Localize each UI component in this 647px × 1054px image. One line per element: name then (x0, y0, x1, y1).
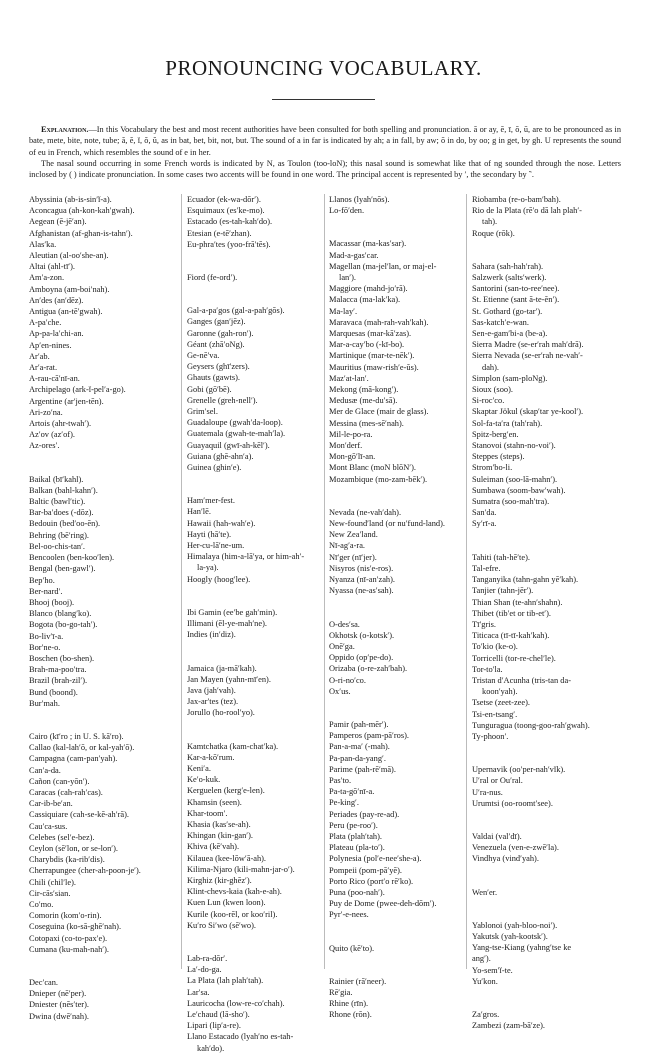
vocab-entry: Blanco (blang′ko). (29, 609, 92, 619)
vocab-entry: Brah-ma-poo′tra. (29, 665, 87, 675)
group-gap (472, 987, 620, 1009)
vocab-entry: Khasia (kas′se-ah). (187, 819, 251, 829)
vocab-entry: Tī′gris. (472, 619, 496, 629)
vocab-entry: Nyassa (ne-as′sah). (329, 586, 394, 596)
group-gap (329, 697, 466, 719)
vocab-entry: Guatemala (gwah-te-mah′la). (187, 429, 286, 439)
vocab-entry: Aegean (ē-jē′an). (29, 217, 87, 227)
vocab-entry: Fiord (fe-ord′). (187, 273, 238, 283)
vocab-entry: La Plata (lah plah′tah). (187, 976, 264, 986)
vocab-entry: Bur′mah. (29, 698, 60, 708)
vocab-entry: Puy de Dome (pwee-deh-dōm′). (329, 899, 437, 909)
group-gap (187, 719, 324, 741)
vocab-entry: Urumtsi (oo-roomt′see). (472, 798, 553, 808)
explanation-paragraph-1 (29, 124, 621, 158)
vocab-entry: Nyanza (nī-an′zah). (329, 575, 396, 585)
vocab-entry: Bedouin (bed′oo-ēn). (29, 519, 101, 529)
vocab-entry: Campagna (cam-pan′yah). (29, 754, 118, 764)
explanation-text-1: —In this Vocabulary the best and most recent authorities have been consulted for both spelling and pronunciation. ā or ay, ē, ī, ō, ū, are to be pronounced as in bate, mete, bite, note, tube; ă, ĕ, ĭ, ŏ, ŭ, as in bat, bet, bit, not, but. The sound of a in far is indicated by ah; a in fall, by aw; ō in do, by oo; g in get, by gh. U represents the sound of eu in French, which resembles the sound of e in her. (29, 125, 621, 157)
vocab-entry: Ar′a-rat. (29, 363, 58, 373)
vocab-entry: Rē′gia. (329, 987, 353, 997)
vocab-entry: Yo-sem′ĭ-te. (472, 965, 513, 975)
vocab-entry: Sierra Nevada (se-er′rah ne-vah′- (472, 351, 583, 361)
vocab-entry: Afghanistan (af-ghan-is-tahn′). (29, 228, 133, 238)
vocab-entry: A-rau-cā′nī-an. (29, 374, 80, 384)
vocab-entry: Klint-chevs-kaia (kah-e-ah). (187, 887, 282, 897)
group-gap (29, 955, 177, 977)
group-gap (329, 597, 466, 619)
vocab-entry: Artois (ahr-twah′). (29, 419, 92, 429)
vocab-entry: Za′gros. (472, 1009, 500, 1019)
vocab-entry: Sen-e-gam′bi-a (be-a). (472, 329, 548, 339)
vocab-entry: Mon-gō′lī-an. (329, 452, 376, 462)
vocab-entry: Strom′bo-li. (472, 463, 513, 473)
vocab-entry: Can′a-da. (29, 765, 61, 775)
vocab-entry: koon′yah). (482, 687, 518, 697)
vocab-entry: Lar′sa. (187, 987, 210, 997)
vocab-entry: New-found′land (or nu′fund-land). (329, 519, 445, 529)
vocab-entry: Tristan d′Acunha (tris-tan da- (472, 675, 571, 685)
vocab-entry: Argentine (ar′jen-tēn). (29, 396, 104, 406)
vocab-entry: Venezuela (ven-e-zwē′la). (472, 843, 559, 853)
vocab-entry: Bep′ho. (29, 575, 55, 585)
vocab-entry: Yang-tse-Kiang (yahng′tse ke (472, 943, 572, 953)
vocab-entry: Maggiore (mahd-jo′rā). (329, 284, 408, 294)
vocab-entry: A-pa′che. (29, 318, 62, 328)
group-gap (329, 954, 466, 976)
vocab-entry: Ghauts (gawts). (187, 373, 241, 383)
vocab-entry: Bencoolen (ben-koo′len). (29, 553, 115, 563)
group-gap (187, 283, 324, 305)
group-gap (187, 931, 324, 953)
vocab-entry: Alas′ka. (29, 239, 57, 249)
vocab-entry: Illimani (ēl-ye-mah′ne). (187, 619, 267, 629)
vocab-entry: Bengal (ben-gawl′). (29, 564, 96, 574)
vocab-entry: Ap-pa-la′chi-an. (29, 329, 84, 339)
vocab-entry: San′da. (472, 508, 497, 518)
vocab-entry: Esquimaux (es′ke-mo). (187, 206, 265, 216)
vocab-entry: Stanovoi (stahn-no-voi′). (472, 441, 556, 451)
vocab-entry: Cañon (can-yōn′). (29, 776, 90, 786)
vocab-entry: Pa-pan-da-yang′. (329, 753, 386, 763)
vocab-entry: Dec′can. (29, 978, 59, 987)
vocab-entry: Orizaba (o-re-zah′bah). (329, 664, 408, 674)
vocab-entry: Ber-nard′. (29, 586, 63, 596)
vocab-entry: Ham′mer-fest. (187, 496, 235, 506)
vocab-entry: Spitz-berg′en. (472, 429, 519, 439)
vocab-entry: Ox′us. (329, 686, 351, 696)
vocab-entry: Guiana (ghē-ahn′a). (187, 451, 254, 461)
vocab-entry: Mer de Glace (mair de glass). (329, 407, 429, 417)
vocab-entry: Brazil (brah-zil′). (29, 676, 88, 686)
vocab-entry: Aleutian (al-oo′she-an). (29, 251, 109, 261)
group-gap (329, 485, 466, 507)
column-divider (324, 194, 325, 969)
vocab-entry: Pa-ta-gō′nī-a. (329, 787, 375, 797)
vocab-entry: Magellan (ma-jel′lan, or maj-el- (329, 261, 437, 271)
vocab-entry: Malacca (ma-lak′ka). (329, 295, 401, 305)
vocab-column-4 (472, 194, 620, 1031)
vocab-entry: Macassar (ma-kas′sar). (329, 239, 407, 249)
vocab-entry: Thibet (tib′et or tib-et′). (472, 608, 552, 618)
vocab-entry: Mont Blanc (moN blōN′). (329, 463, 416, 473)
vocab-entry: Martinique (mar-te-nēk′). (329, 351, 415, 361)
vocab-entry: Ke′o-kuk. (187, 775, 221, 785)
vocab-entry: Tor-to′la. (472, 664, 503, 674)
vocab-entry: Grenelle (greh-nell′). (187, 395, 258, 405)
explanation (29, 124, 621, 180)
vocab-entry: Bor′ne-o. (29, 642, 61, 652)
vocab-entry: Ku′ro Si′wo (sē′wo). (187, 920, 256, 930)
vocab-entry: Pan-a-ma′ (-mah). (329, 742, 390, 752)
group-gap (187, 473, 324, 495)
vocab-entry: Khiva (kē′vah). (187, 842, 240, 852)
vocab-entry: kah′do). (197, 1043, 225, 1053)
vocab-entry: Peru (pe-roo′). (329, 820, 378, 830)
vocab-entry: Parime (pah-rē′mā). (329, 764, 396, 774)
vocab-entry: Her-cu-lā′ne-um. (187, 541, 245, 551)
explanation-paragraph-2: The nasal sound occurring in some French words is indicated by N, as Toulon (too-loN); this nasal sound is somewhat like that of ng sounded through the nose. Letters inclosed by ( ) indicate pronunciation. In some cases two accents will be found in one word. The principal accent is represented by ′, the secondary by ‶. (29, 158, 621, 180)
vocab-entry: Nī′ger (nī′jer). (329, 552, 377, 562)
vocab-entry: Aconcagua (ah-kon-kah′gwah). (29, 206, 135, 216)
vocab-entry: Steppes (steps). (472, 452, 525, 462)
vocab-entry: Yakutsk (yah-kootsk′). (472, 931, 548, 941)
vocab-entry: Sas-katch′e-wan. (472, 317, 529, 327)
vocab-entry: Nī-ag′a-ra. (329, 541, 366, 551)
group-gap (472, 742, 620, 764)
vocab-entry: Charybdis (ka-rib′dis). (29, 855, 105, 865)
vocab-entry: Himalaya (him-a-lā′ya, or him-ah′- (187, 552, 305, 562)
vocab-entry: Mon′derf. (329, 441, 363, 451)
vocab-entry: Jax-ar′tes (tez). (187, 697, 239, 707)
vocab-entry: Hayti (hā′te). (187, 529, 232, 539)
vocab-entry: ang′). (472, 954, 491, 964)
vocab-entry: Si-roc′co. (472, 396, 505, 406)
vocab-entry: Ceylon (sē′lon, or se-lon′). (29, 843, 119, 853)
vocab-entry: Dwina (dwē′nah). (29, 1011, 89, 1021)
vocab-entry: Ap′en-nines. (29, 340, 72, 350)
vocab-entry: Maravaca (mah-rah-vah′kah). (329, 317, 429, 327)
vocab-entry: Le′chaud (lā-sho′). (187, 1009, 250, 1019)
vocab-entry: Cau′ca-sus. (29, 821, 68, 831)
vocab-entry: lan′). (339, 273, 356, 283)
vocab-entry: U′ra-nus. (472, 787, 503, 797)
vocab-entry: Cassiquiare (cah-se-kē-ah′rā). (29, 810, 129, 820)
vocab-entry: Java (jah′vah). (187, 685, 236, 695)
vocab-entry: O-des′sa. (329, 619, 360, 629)
vocab-entry: Sy′rī-a. (472, 519, 497, 529)
vocab-entry: Cherrapungee (cher-ah-poon-je′). (29, 866, 141, 876)
vocab-entry: Dnieper (nē′per). (29, 989, 87, 999)
vocab-entry: Polynesia (pol′e-nee′she-a). (329, 854, 422, 864)
vocab-entry: Bar-ba′does (-dōz). (29, 508, 94, 518)
group-gap (472, 865, 620, 887)
vocab-entry: Tal-efre. (472, 563, 501, 573)
vocab-entry: St. Etienne (sant ā-te-ĕn′). (472, 295, 560, 305)
vocab-entry: Pamir (pah-mēr′). (329, 719, 389, 729)
vocab-entry: Bhooj (booj). (29, 597, 75, 607)
vocab-entry: La′-do-ga. (187, 965, 222, 975)
vocab-entry: Mil-le-po-ra. (329, 429, 373, 439)
vocab-entry: Yablonoi (yah-bloo-noi′). (472, 920, 558, 930)
vocab-entry: la-ya). (197, 563, 219, 573)
vocab-entry: Khamsin (seen). (187, 797, 242, 807)
vocab-entry: Ar′ab. (29, 351, 50, 361)
group-gap (329, 921, 466, 943)
vocab-entry: Baltic (bawl′tic). (29, 497, 86, 507)
vocab-entry: Lo-fō′den. (329, 206, 365, 216)
vocab-entry: Guayaquil (gwī-ah-kēl′). (187, 440, 270, 450)
vocab-column-1 (29, 194, 177, 1022)
vocab-entry: Kilima-Njaro (kili-mahn-jar-o′). (187, 864, 295, 874)
vocab-entry: Kerguelen (kerg′e-len). (187, 786, 265, 796)
vocab-entry: Zambezi (zam-bā′ze). (472, 1021, 545, 1031)
vocab-entry: Mauritius (maw-rish′e-ŭs). (329, 362, 419, 372)
vocab-entry: Khingan (kin-gan′). (187, 831, 254, 841)
vocab-entry: Antigua (an-tē′gwah). (29, 307, 103, 317)
vocab-entry: Boschen (bo-shen). (29, 653, 95, 663)
vocab-entry: Mad-a-gas′car. (329, 250, 379, 260)
vocab-entry: Am′a-zon. (29, 273, 65, 283)
vocab-entry: Guinea (ghin′e). (187, 463, 242, 473)
vocab-entry: Sol-fa-ta′ra (tah′rah). (472, 418, 543, 428)
vocab-entry: Ge-nē′va. (187, 351, 220, 361)
vocab-entry: Gal-a-pa′gos (gal-a-pah′gōs). (187, 306, 285, 316)
vocab-entry: Keni′a. (187, 763, 211, 773)
vocab-entry: Quito (kē′to). (329, 943, 375, 953)
vocab-entry: Ma-lay′. (329, 306, 358, 316)
vocab-entry: Mar-a-cay′bo (-kī-bo). (329, 340, 405, 350)
vocab-entry: Tunguragua (toong-goo-rah′gwah). (472, 720, 590, 730)
vocab-entry: Okhotsk (o-kotsk′). (329, 630, 395, 640)
vocab-entry: Amboyna (am-boi′nah). (29, 284, 110, 294)
vocab-entry: Roque (rōk). (472, 228, 515, 238)
vocab-entry: Garonne (gah-ron′). (187, 328, 254, 338)
vocab-entry: Balkan (bahl-kahn′). (29, 485, 98, 495)
vocab-entry: Tahiti (tah-hē′te). (472, 552, 530, 562)
group-gap (29, 709, 177, 731)
vocab-entry: Geysers (ghī′zers). (187, 362, 250, 372)
vocab-entry: Onē′ga. (329, 641, 355, 651)
vocab-entry: Sumbawa (soom-baw′wah). (472, 485, 566, 495)
vocab-entry: Rainier (rā′neer). (329, 976, 387, 986)
vocab-entry: Caracas (cah-rah′cas). (29, 787, 103, 797)
vocab-entry: Gobi (gō′bē). (187, 384, 232, 394)
vocab-entry: Periades (pay-re-ad). (329, 809, 400, 819)
vocab-entry: Wen′er. (472, 887, 498, 897)
vocab-entry: Sahara (sah-hah′rah). (472, 261, 544, 271)
group-gap (187, 250, 324, 272)
vocab-entry: Hoogly (hoog′lee). (187, 574, 251, 584)
column-divider (466, 194, 467, 969)
vocab-entry: Medusæ (me-du′sā). (329, 396, 398, 406)
title-rule (272, 99, 375, 100)
vocab-entry: Skaptar Jökul (skap′tar ye-kool′). (472, 407, 584, 417)
vocab-entry: Pe-king′. (329, 798, 359, 808)
vocab-entry: Hawaii (hah-wah′e). (187, 518, 256, 528)
vocab-entry: To′kio (ke-o). (472, 642, 518, 652)
vocab-entry: Vindhya (vind′yah). (472, 854, 539, 864)
vocab-entry: Oppido (op′pe-do). (329, 653, 394, 663)
vocab-entry: St. Gothard (go-tar′). (472, 306, 543, 316)
vocab-entry: Tanganyika (tahn-gahn yē′kah). (472, 575, 579, 585)
vocab-entry: Tsi-en-tsang′. (472, 709, 518, 719)
vocab-entry: Bund (boond). (29, 687, 78, 697)
vocab-entry: Mozambique (mo-zam-bēk′). (329, 474, 428, 484)
vocab-entry: New Zea′land. (329, 530, 378, 540)
vocab-entry: Etesian (e-tē′zhan). (187, 228, 252, 238)
vocab-entry: Ecuador (ek-wa-dōr′). (187, 195, 261, 204)
vocab-entry: Suleiman (soo-lā-mahn′). (472, 474, 558, 484)
vocab-entry: Han′lē. (187, 507, 211, 517)
vocab-entry: Salzwerk (salts′werk). (472, 273, 547, 283)
vocab-entry: Maz′at-lan′. (329, 373, 369, 383)
vocab-entry: Plata (plah′tah). (329, 831, 382, 841)
vocab-entry: Bel-oo-chis-tan′. (29, 541, 86, 551)
vocab-entry: Messina (mes-sē′nah). (329, 418, 404, 428)
vocab-entry: Nisyros (nis′e-ros). (329, 563, 394, 573)
vocab-entry: Rhine (rīn). (329, 999, 369, 1009)
vocab-entry: Cairo (kī′ro ; in U. S. kā′ro). (29, 731, 124, 741)
vocab-entry: Rhone (rōn). (329, 1010, 372, 1020)
vocab-entry: Kilauea (kee-lōw′ā-ah). (187, 853, 267, 863)
vocab-entry: Estacado (es-tah-kah′do). (187, 217, 273, 227)
vocab-entry: Callao (kal-lah′ō, or kal-yah′ō). (29, 743, 135, 753)
vocab-entry: Behring (bē′ring). (29, 530, 89, 540)
vocab-entry: Ari-zo′na. (29, 407, 63, 417)
vocab-entry: Lauricocha (low-re-co′chah). (187, 998, 285, 1008)
vocab-entry: Az′ov (az′of). (29, 430, 75, 440)
vocab-entry: Bo-liv′ī-a. (29, 631, 64, 641)
vocab-entry: Kar-a-kō′rum. (187, 752, 235, 762)
vocab-entry: Upernavik (oo′per-nah′vĭk). (472, 765, 566, 775)
vocab-entry: Pas′to. (329, 775, 352, 785)
vocab-entry: Kurile (koo-rēl, or koo′ril). (187, 909, 278, 919)
vocab-entry: Yu′kon. (472, 976, 498, 986)
vocab-entry: Titicaca (tī-tī-kah′kah). (472, 631, 550, 641)
vocab-entry: Thian Shan (te-ahn′shahn). (472, 597, 563, 607)
vocab-entry: Sierra Madre (se-er′rah mah′drā). (472, 340, 584, 350)
vocab-entry: Co′mo. (29, 899, 54, 909)
vocab-entry: Archipelago (ark-ĭ-pel′a-go). (29, 385, 126, 395)
vocab-entry: Puna (poo-nah′). (329, 887, 385, 897)
vocab-entry: Lipari (lip′a-re). (187, 1021, 241, 1031)
vocab-entry: Torricelli (tor-re-chel′le). (472, 653, 556, 663)
vocab-entry: Coseguina (ko-sā-ghē′nah). (29, 922, 122, 932)
group-gap (187, 641, 324, 663)
vocab-entry: Grim′sel. (187, 407, 218, 417)
vocab-entry: Mekong (mā-kong′). (329, 385, 399, 395)
vocab-entry: Simplon (sam-ploNg). (472, 373, 548, 383)
column-divider (181, 194, 182, 969)
group-gap (472, 898, 620, 920)
vocab-entry: dah). (482, 362, 499, 372)
vocab-entry: Guadaloupe (gwah′da-loop). (187, 418, 283, 428)
vocab-entry: Llano Estacado (lyah′no es-tah- (187, 1032, 294, 1042)
vocab-entry: Dniester (nēs′ter). (29, 1000, 89, 1010)
vocab-entry: Jorullo (ho-rool′yo). (187, 708, 255, 718)
group-gap (29, 452, 177, 474)
group-gap (472, 530, 620, 552)
vocab-entry: Baikal (bī′kahl). (29, 474, 84, 484)
vocab-entry: Altai (ahl-tī′). (29, 262, 76, 272)
vocab-entry: tah). (482, 217, 498, 227)
group-gap (472, 239, 620, 261)
vocab-entry: Santorini (san-to-ree′nee). (472, 284, 560, 294)
vocab-entry: Pyr′-e-nees. (329, 910, 369, 920)
vocab-entry: O-ri-no′co. (329, 675, 366, 685)
group-gap (187, 585, 324, 607)
vocab-entry: Kamtchatka (kam-chat′ka). (187, 741, 279, 751)
vocab-entry: Bogota (bo-go-tah′). (29, 620, 98, 630)
page-title: PRONOUNCING VOCABULARY. (165, 56, 482, 80)
vocab-entry: Chili (chil′le). (29, 877, 76, 887)
vocab-entry: Car-ib-be′an. (29, 799, 73, 809)
vocab-entry: Pamperos (pam-pā′ros). (329, 731, 409, 741)
vocab-entry: Nevada (ne-vah′dah). (329, 507, 402, 517)
vocab-entry: Eu-phra′tes (yoo-frā′tēs). (187, 239, 271, 249)
vocab-entry: Valdai (val′dī). (472, 831, 522, 841)
vocab-entry: Sioux (soo). (472, 385, 513, 395)
group-gap (472, 809, 620, 831)
vocab-column-3 (329, 194, 466, 1021)
vocab-entry: An′des (an′dēz). (29, 295, 84, 305)
vocab-entry: Kirghiz (kir-ghēz′). (187, 875, 252, 885)
vocab-entry: Indies (in′diz). (187, 630, 236, 640)
vocab-entry: Riobamba (re-o-bam′bah). (472, 195, 561, 204)
vocab-entry: Az-ores′. (29, 441, 60, 451)
vocab-entry: Llanos (lyah′nōs). (329, 195, 390, 204)
explanation-lead: Explanation. (41, 125, 89, 134)
vocab-entry: Tsetse (zeet-zee). (472, 698, 530, 708)
vocab-entry: Sumatra (soo-mah′tra). (472, 497, 550, 507)
vocab-entry: Rio de la Plata (rē′o dā lah plah′- (472, 206, 582, 216)
vocab-entry: Ibi Gamin (ee′be gah′min). (187, 607, 278, 617)
vocab-entry: Cir-cās′sian. (29, 888, 71, 898)
vocab-entry: Lab-ra-dōr′. (187, 953, 228, 963)
vocab-entry: Khar-toom′. (187, 808, 228, 818)
vocab-column-2 (187, 194, 324, 1054)
vocab-entry: Porto Rico (port′o rē′ko). (329, 876, 414, 886)
vocab-entry: Jan Mayen (yahn-mī′en). (187, 674, 271, 684)
vocab-entry: U′ral or Ou′ral. (472, 776, 523, 786)
vocab-entry: Géant (zhā′oNg). (187, 339, 245, 349)
vocab-entry: Kuen Lun (kwen loon). (187, 898, 266, 908)
vocab-entry: Cumana (ku-mah-nah′). (29, 944, 109, 954)
vocab-entry: Jamaica (ja-mā′kah). (187, 663, 257, 673)
vocab-entry: Cotopaxi (co-to-pax′e). (29, 933, 108, 943)
group-gap (329, 216, 466, 238)
vocab-entry: Tanjier (tahn-jēr′). (472, 586, 534, 596)
vocab-entry: Ganges (gan′jēz). (187, 317, 246, 327)
vocab-entry: Celebes (sel′e-bez). (29, 832, 95, 842)
vocab-entry: Ty-phoon′. (472, 731, 509, 741)
vocab-entry: Plateau (pla-to′). (329, 843, 385, 853)
vocab-entry: Marquesas (mar-kā′zas). (329, 329, 412, 339)
vocab-entry: Abyssinia (ab-is-sin′ĭ-a). (29, 195, 112, 204)
vocab-entry: Pompeii (pom-pā′yē). (329, 865, 403, 875)
vocab-entry: Comorin (kom′o-rin). (29, 911, 102, 921)
